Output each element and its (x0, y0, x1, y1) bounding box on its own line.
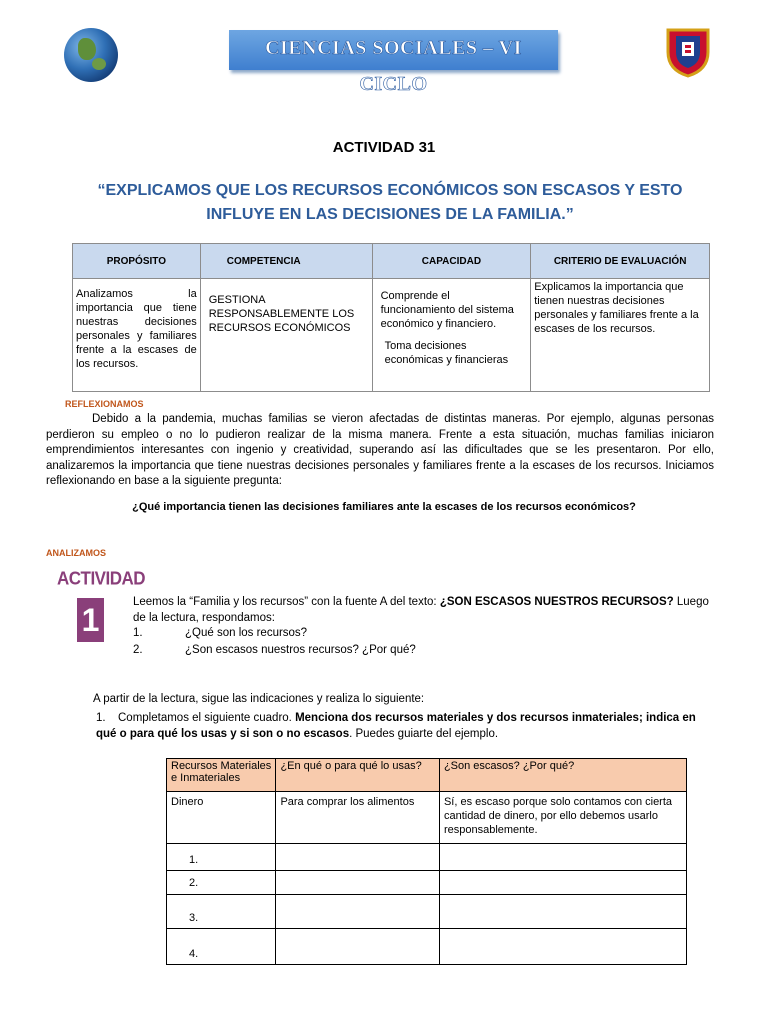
reflexionamos-heading: REFLEXIONAMOS (65, 399, 144, 409)
leemos-post: Luego de la lectura, respondamos: (133, 596, 709, 624)
reflexionamos-body: Debido a la pandemia, muchas familias se vieron afectadas de distintas maneras. Por ejemplo, algunas personas perdieron su empleo o no lo pudieron realizar de la misma manera. Frente a esta situación, muchas familias iniciaron emprendimientos interesantes con ingenio y creatividad, superando así las dificultades que se les presentaron. Por ello, analizaremos la importancia que tiene nuestras decisiones personales y familiares frente a la escases de los recursos. Iniciamos reflexionando en base a la siguiente pregunta: (46, 413, 714, 487)
row-number: 2. (167, 871, 276, 895)
capacidad-1: Comprende el funcionamiento del sistema económico y financiero. (380, 290, 514, 330)
row-scarcity-cell[interactable] (439, 844, 686, 871)
row-scarcity-cell[interactable] (439, 929, 686, 965)
question-1-number: 1. (133, 627, 143, 639)
row-use-cell[interactable] (276, 871, 440, 895)
example-scarcity: Sí, es escaso porque solo contamos con cierta cantidad de dinero, por ello debemos usarlo responsablemente. (439, 792, 686, 844)
header-competencia: COMPETENCIA (200, 244, 372, 279)
table-row-example (167, 792, 687, 844)
instruction-number: 1. (96, 712, 106, 724)
example-use: Para comprar los alimentos (276, 792, 440, 844)
instruction-pre: Completamos el siguiente cuadro. (118, 712, 296, 724)
leemos-bold: ¿SON ESCASOS NUESTROS RECURSOS? (439, 596, 674, 608)
instruction-post: . Puedes guiarte del ejemplo. (349, 728, 499, 740)
table-row (167, 895, 687, 929)
header-escasos (439, 759, 686, 792)
row-scarcity-cell[interactable] (439, 871, 686, 895)
capacidad-2: Toma decisiones económicas y financieras (384, 340, 509, 366)
header-proposito: PROPÓSITO (73, 244, 201, 279)
reflection-question: ¿Qué importancia tienen las decisiones familiares ante la escases de los recursos económicos? (132, 501, 636, 513)
instruction-1 (96, 710, 716, 742)
course-banner: CIENCIAS SOCIALES – VI CICLO (229, 30, 558, 70)
resources-table (166, 758, 687, 965)
header-uso (276, 759, 440, 792)
row-use-cell[interactable] (276, 929, 440, 965)
row-number: 3. (167, 895, 276, 929)
activity-label: ACTIVIDAD (57, 568, 146, 589)
header-criterio: CRITERIO DE EVALUACIÓN (531, 244, 710, 279)
table-row (167, 871, 687, 895)
question-2-number: 2. (133, 644, 143, 656)
table-row (167, 929, 687, 965)
leemos-pre: Leemos la “Familia y los recursos” con la fuente A del texto: (133, 596, 440, 608)
header-recursos (167, 759, 276, 792)
table-row (167, 844, 687, 871)
row-number: 1. (167, 844, 276, 871)
cell-criterio: Explicamos la importancia que tienen nuestras decisiones personales y familiares frente a la escases de los recursos. (531, 279, 710, 392)
row-number: 4. (167, 929, 276, 965)
question-2 (133, 644, 416, 656)
activity-title: ACTIVIDAD 31 (332, 139, 436, 156)
cell-competencia: GESTIONA RESPONSABLEMENTE LOS RECURSOS ECONÓMICOS (200, 279, 372, 392)
row-use-cell[interactable] (276, 844, 440, 871)
school-crest-logo (664, 26, 712, 78)
header-escasos-text: ¿Son escasos? ¿Por qué? (443, 760, 575, 772)
reflexionamos-text (46, 412, 714, 490)
cell-capacidad (372, 279, 531, 392)
header-recursos-text: Recursos Materiales e Inmateriales (171, 760, 272, 784)
row-scarcity-cell[interactable] (439, 895, 686, 929)
activity-number: 1 (77, 598, 104, 642)
apartir-text: A partir de la lectura, sigue las indicaciones y realiza lo siguiente: (93, 693, 425, 705)
example-resource: Dinero (167, 792, 276, 844)
header-capacidad: CAPACIDAD (372, 244, 531, 279)
instruction-bold: Menciona dos recursos materiales y dos recursos inmateriales; indica en qué o para qué los usas y si son o no escasos (96, 712, 696, 740)
reading-instructions (133, 595, 715, 626)
question-1-text: ¿Qué son los recursos? (185, 627, 308, 639)
question-1 (133, 627, 307, 639)
analizamos-heading: ANALIZAMOS (46, 548, 106, 558)
globe-logo (64, 28, 118, 82)
question-2-text: ¿Son escasos nuestros recursos? ¿Por qué? (185, 644, 416, 656)
purpose-table (72, 243, 710, 392)
row-use-cell[interactable] (276, 895, 440, 929)
header-uso-text: ¿En qué o para qué lo usas? (280, 760, 422, 772)
cell-proposito: Analizamos la importancia que tiene nuestras decisiones personales y familiares frente a la escases de los recursos. (73, 279, 201, 392)
activity-subtitle: “EXPLICAMOS QUE LOS RECURSOS ECONÓMICOS SON ESCASOS Y ESTO INFLUYE EN LAS DECISIONES DE LA FAMILIA.” (97, 182, 683, 223)
